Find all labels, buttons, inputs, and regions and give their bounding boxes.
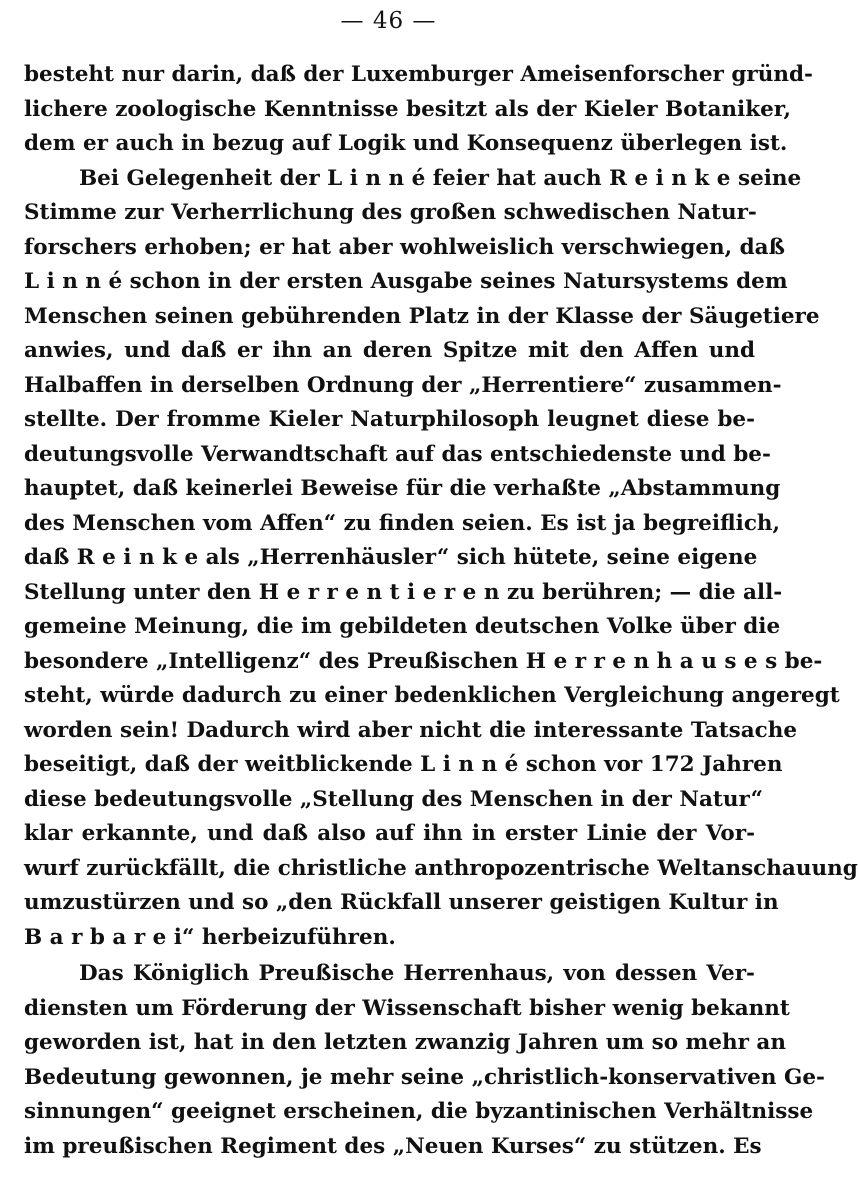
- paragraph-1: [24, 58, 813, 162]
- body-text: [24, 58, 858, 1164]
- text-line: geworden ist, hat in den letzten zwanzig Jahren um so mehr an: [24, 1030, 786, 1055]
- paragraph-3: [24, 957, 825, 1164]
- text-line: diese bedeutungsvolle „Stellung des Menschen in der Natur“: [24, 786, 763, 812]
- text-line: Stellung unter den H e r r e n t i e r e n zu berühren; — die all-: [24, 579, 783, 605]
- text-line: besondere „Intelligenz“ des Preußischen H e r r e n h a u s e s be-: [24, 648, 823, 674]
- text-line: B a r b a r e i“ herbeizuführen.: [24, 924, 396, 950]
- text-line: L i n n é schon in der ersten Ausgabe seines Natursystems dem: [24, 269, 788, 294]
- page-number: — 46 —: [340, 8, 437, 34]
- text-line: klar erkannte, und daß also auf ihn in erster Linie der Vor-: [24, 821, 755, 846]
- text-line: gemeine Meinung, die im gebildeten deutschen Volke über die: [24, 614, 781, 639]
- text-line: umzustürzen und so „den Rückfall unserer geistigen Kultur in: [24, 890, 779, 915]
- text-line: besteht nur darin, daß der Luxemburger Ameisenforscher gründ-: [24, 62, 813, 87]
- text-line: im preußischen Regiment des „Neuen Kurses“ zu stützen. Es: [24, 1133, 762, 1159]
- text-line: beseitigt, daß der weitblickende L i n n é schon vor 172 Jahren: [24, 752, 783, 777]
- text-line: des Menschen vom Affen“ zu finden seien. Es ist ja begreiflich,: [24, 510, 781, 536]
- text-line: Bei Gelegenheit der L i n n é feier hat auch R e i n k e seine: [79, 165, 802, 191]
- text-line: Bedeutung gewonnen, je mehr seine „christlich-konservativen Ge-: [24, 1064, 825, 1090]
- text-line: lichere zoologische Kenntnisse besitzt als der Kieler Botaniker,: [24, 96, 792, 122]
- text-line: steht, würde dadurch zu einer bedenklichen Vergleichung angeregt: [24, 683, 840, 708]
- text-line: sinnungen“ geeignet erscheinen, die byzantinischen Verhältnisse: [24, 1099, 814, 1124]
- text-line: Stimme zur Verherrlichung des großen schwedischen Natur-: [24, 200, 757, 225]
- text-line: Das Königlich Preußische Herrenhaus, von dessen Ver-: [79, 961, 755, 986]
- text-line: diensten um Förderung der Wissenschaft bisher wenig bekannt: [24, 995, 790, 1021]
- text-line: daß R e i n k e als „Herrenhäusler“ sich hütete, seine eigene: [24, 545, 758, 570]
- text-line: forschers erhoben; er hat aber wohlweislich verschwiegen, daß: [24, 234, 785, 260]
- text-line: dem er auch in bezug auf Logik und Konsequenz überlegen ist.: [24, 131, 788, 156]
- text-line: wurf zurückfällt, die christliche anthropozentrische Weltanschauung: [24, 855, 858, 881]
- text-line: hauptet, daß keinerlei Beweise für die verhaßte „Abstammung: [24, 476, 781, 501]
- text-line: Halbaffen in derselben Ordnung der „Herrentiere“ zusammen-: [24, 372, 782, 398]
- text-line: anwies, und daß er ihn an deren Spitze mit den Affen und: [24, 338, 755, 363]
- text-line: Menschen seinen gebührenden Platz in der Klasse der Säugetiere: [24, 303, 820, 329]
- paragraph-2: [24, 162, 858, 956]
- text-line: worden sein! Dadurch wird aber nicht die interessante Tatsache: [24, 717, 798, 743]
- text-line: deutungsvolle Verwandtschaft auf das entschiedenste und be-: [24, 441, 771, 467]
- text-line: stellte. Der fromme Kieler Naturphilosoph leugnet diese be-: [24, 407, 755, 432]
